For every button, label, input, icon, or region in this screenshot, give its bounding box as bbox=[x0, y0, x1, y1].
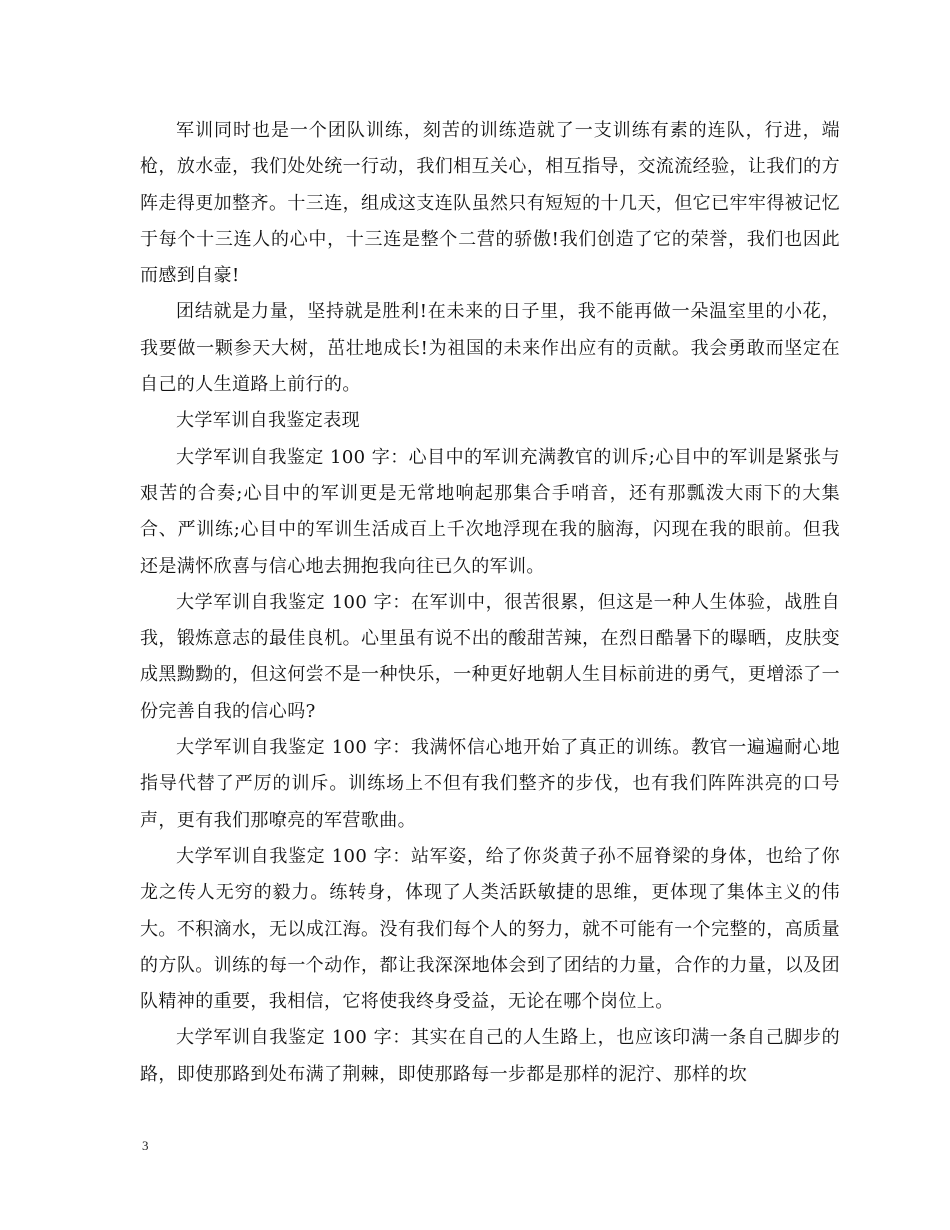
paragraph-7: 大学军训自我鉴定 100 字：其实在自己的人生路上，也应该印满一条自己脚步的路，即使那路到处布满了荆棘，即使那路每一步都是那样的泥泞、那样的坎 bbox=[140, 1027, 840, 1085]
paragraph-4: 大学军训自我鉴定 100 字：在军训中，很苦很累，但这是一种人生体验，战胜自我，锻炼意志的最佳良机。心里虽有说不出的酸甜苦辣，在烈日酷暑下的曝晒，皮肤变成黑黝黝的，但这何尝不是一种快乐，一种更好地朝人生目标前进的勇气，更增添了一份完善自我的信心吗? bbox=[140, 591, 840, 722]
document-body bbox=[140, 113, 840, 1093]
section-heading: 大学军训自我鉴定表现 bbox=[176, 410, 360, 432]
paragraph-2: 团结就是力量，坚持就是胜利!在未来的日子里，我不能再做一朵温室里的小花，我要做一颗参天大树，茁壮地成长!为祖国的未来作出应有的贡献。我会勇敢而坚定在自己的人生道路上前行的。 bbox=[140, 301, 840, 396]
paragraph-5: 大学军训自我鉴定 100 字：我满怀信心地开始了真正的训练。教官一遍遍耐心地指导代替了严厉的训斥。训练场上不但有我们整齐的步伐，也有我们阵阵洪亮的口号声，更有我们那嘹亮的军营歌曲。 bbox=[140, 737, 840, 831]
paragraph-3: 大学军训自我鉴定 100 字：心目中的军训充满教官的训斥;心目中的军训是紧张与艰苦的合奏;心目中的军训更是无常地响起那集合手哨音，还有那瓢泼大雨下的大集合、严训练;心目中的军训生活成百上千次地浮现在我的脑海，闪现在我的眼前。但我还是满怀欣喜与信心地去拥抱我向往已久的军训。 bbox=[140, 446, 840, 577]
paragraph-6: 大学军训自我鉴定 100 字：站军姿，给了你炎黄子孙不屈脊梁的身体，也给了你龙之传人无穷的毅力。练转身，体现了人类活跃敏捷的思维，更体现了集体主义的伟大。不积滴水，无以成江海。没有我们每个人的努力，就不可能有一个完整的，高质量的方队。训练的每一个动作，都让我深深地体会到了团结的力量，合作的力量，以及团队精神的重要，我相信，它将使我终身受益，无论在哪个岗位上。 bbox=[140, 845, 840, 1013]
page-number: 3 bbox=[142, 1138, 149, 1153]
paragraph-1: 军训同时也是一个团队训练，刻苦的训练造就了一支训练有素的连队，行进，端枪，放水壶，我们处处统一行动，我们相互关心，相互指导，交流流经验，让我们的方阵走得更加整齐。十三连，组成这支连队虽然只有短短的十几天，但它已牢牢得被记忆于每个十三连人的心中，十三连是整个二营的骄傲!我们创造了它的荣誉，我们也因此而感到自豪! bbox=[140, 120, 840, 287]
